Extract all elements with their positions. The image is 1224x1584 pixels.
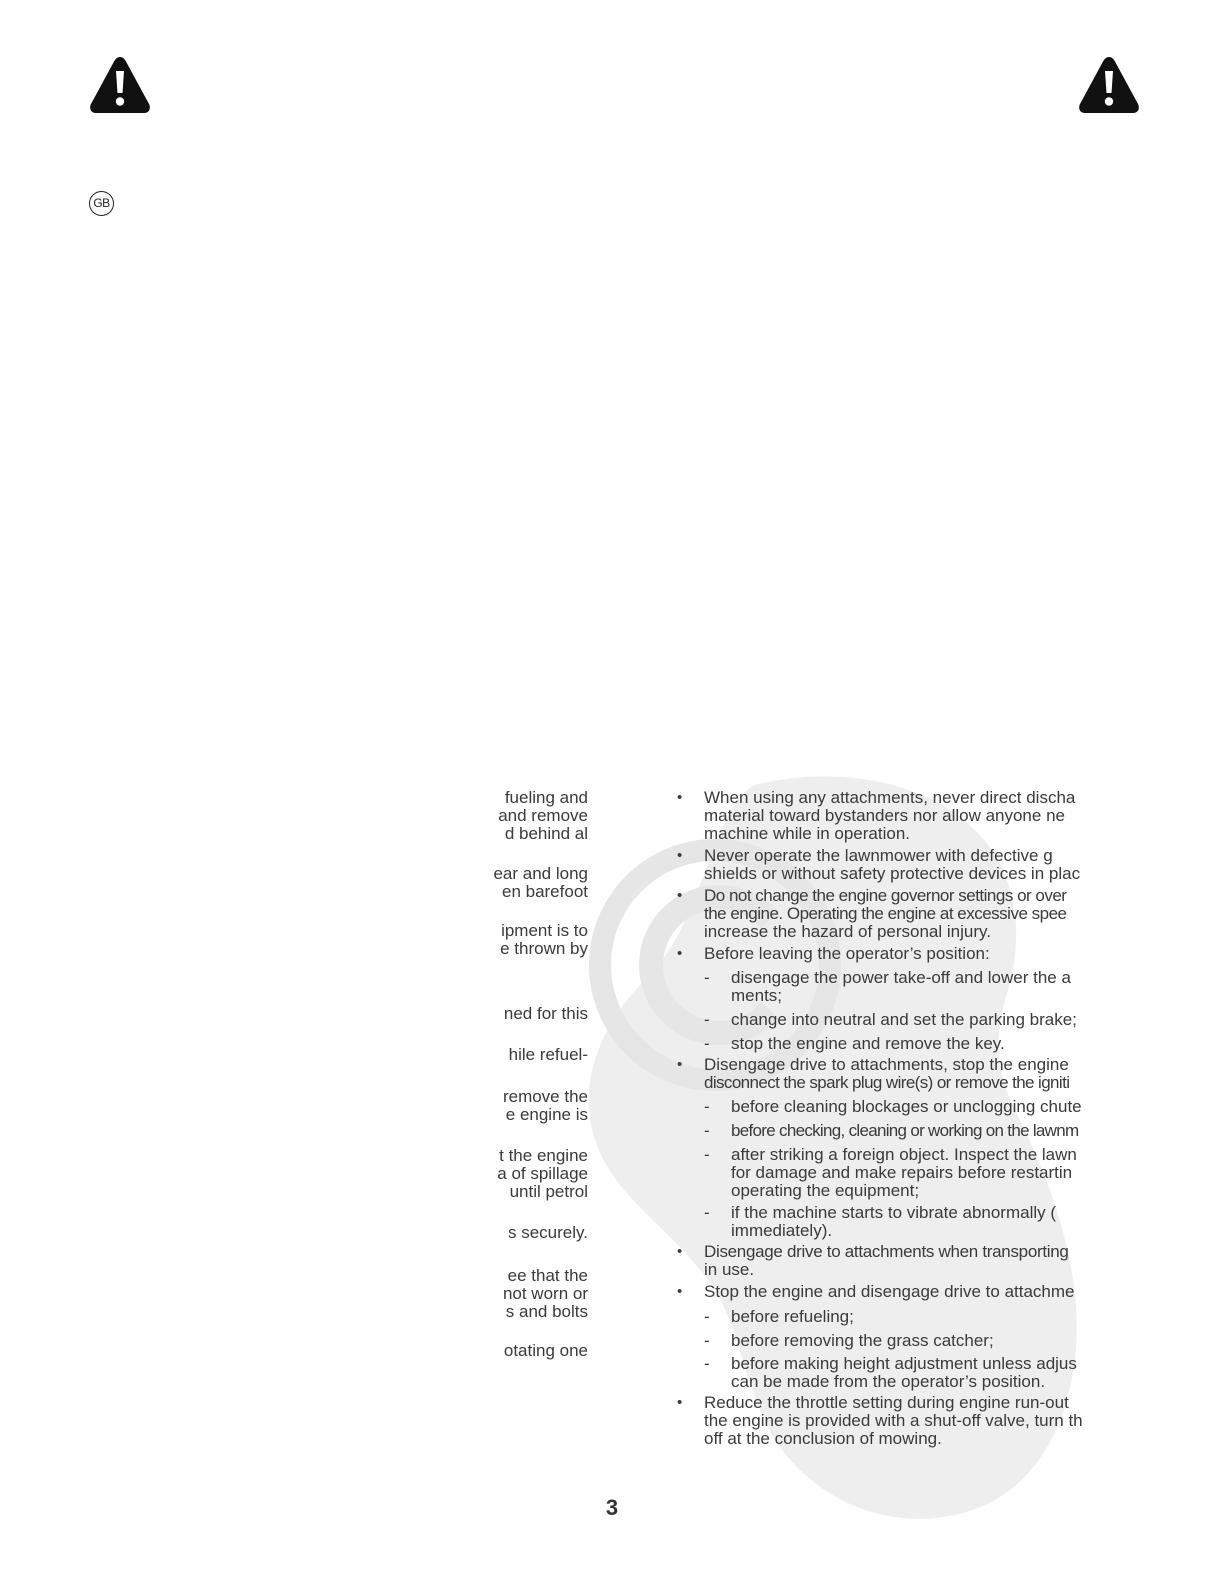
language-badge: GB [89,191,114,216]
text-line: ments; [731,987,783,1005]
text-fragment: fueling and [504,788,588,807]
text-line: When using any attachments, never direct discha [704,789,1076,807]
text-line: can be made from the operator’s position. [731,1373,1046,1391]
text-line: disconnect the spark plug wire(s) or remove the igniti [704,1074,1070,1092]
text-fragment: e thrown by [500,939,588,958]
text-fragment: e engine is [505,1105,588,1124]
text-fragment: and remove [498,806,588,825]
text-line: Reduce the throttle setting during engine run-out [704,1394,1069,1412]
text-line: before checking, cleaning or working on the lawnm [731,1122,1079,1140]
page-number: 3 [605,1495,619,1520]
bullet-marker: • [677,887,683,904]
text-line: Never operate the lawnmower with defective g [704,847,1053,865]
right-column-text [672,789,1102,1459]
text-fragment: ee that the [507,1266,588,1285]
text-fragment: d behind al [504,824,588,843]
warning-triangle-icon [1077,54,1141,116]
warning-triangle-icon [88,54,152,116]
text-line: stop the engine and remove the key. [731,1035,1005,1053]
bullet-marker: • [677,1056,683,1073]
text-line: Disengage drive to attachments when transporting [704,1243,1069,1261]
text-fragment: hile refuel- [508,1045,588,1064]
text-line: operating the equipment; [731,1182,920,1200]
dash-marker: - [704,1307,710,1326]
text-fragment: t the engine [499,1146,588,1165]
text-line: after striking a foreign object. Inspect the lawn [731,1146,1077,1164]
text-line: before removing the grass catcher; [731,1332,994,1350]
text-line: off at the conclusion of mowing. [704,1430,942,1448]
bullet-marker: • [677,945,683,962]
text-fragment: until petrol [509,1182,588,1201]
text-fragment: ear and long [493,864,588,883]
text-line: material toward bystanders nor allow anyone ne [704,807,1065,825]
text-line: before cleaning blockages or unclogging chute [731,1098,1082,1116]
text-fragment: s and bolts [505,1302,588,1321]
bullet-marker: • [677,847,683,864]
bullet-marker: • [677,789,683,806]
text-fragment: not worn or [502,1284,588,1303]
text-line: Stop the engine and disengage drive to attachme [704,1283,1075,1301]
text-line: immediately). [731,1222,833,1240]
text-fragment: ned for this [503,1004,588,1023]
text-fragment: s securely. [508,1223,588,1242]
text-line: the engine is provided with a shut-off valve, turn th [704,1412,1083,1430]
text-line: Before leaving the operator’s position: [704,945,990,963]
text-line: the engine. Operating the engine at excessive spee [704,905,1067,923]
text-line: in use. [704,1261,755,1279]
dash-marker: - [704,1121,710,1140]
text-fragment: remove the [502,1087,588,1106]
text-fragment: a of spillage [497,1164,588,1183]
dash-marker: - [704,1145,710,1164]
text-line: increase the hazard of personal injury. [704,923,991,941]
bullet-marker: • [677,1394,683,1411]
text-line: before making height adjustment unless adjus [731,1355,1077,1373]
text-line: shields or without safety protective devices in plac [704,865,1081,883]
dash-marker: - [704,1097,710,1116]
text-fragment: otating one [503,1341,588,1360]
text-line: disengage the power take-off and lower the a [731,969,1071,987]
dash-marker: - [704,1010,710,1029]
text-line: machine while in operation. [704,825,911,843]
bullet-marker: • [677,1243,683,1260]
dash-marker: - [704,1354,710,1373]
text-line: if the machine starts to vibrate abnormally ( [731,1204,1057,1222]
dash-marker: - [704,1034,710,1053]
text-line: Disengage drive to attachments, stop the engine [704,1056,1069,1074]
text-line: before refueling; [731,1308,854,1326]
text-fragment: ipment is to [501,921,588,940]
text-fragment: en barefoot [501,882,588,901]
text-line: change into neutral and set the parking brake; [731,1011,1077,1029]
bullet-marker: • [677,1283,683,1300]
text-line: for damage and make repairs before restartin [731,1164,1073,1182]
dash-marker: - [704,1203,710,1222]
dash-marker: - [704,1331,710,1350]
dash-marker: - [704,968,710,987]
text-line: Do not change the engine governor settings or over [704,887,1067,905]
